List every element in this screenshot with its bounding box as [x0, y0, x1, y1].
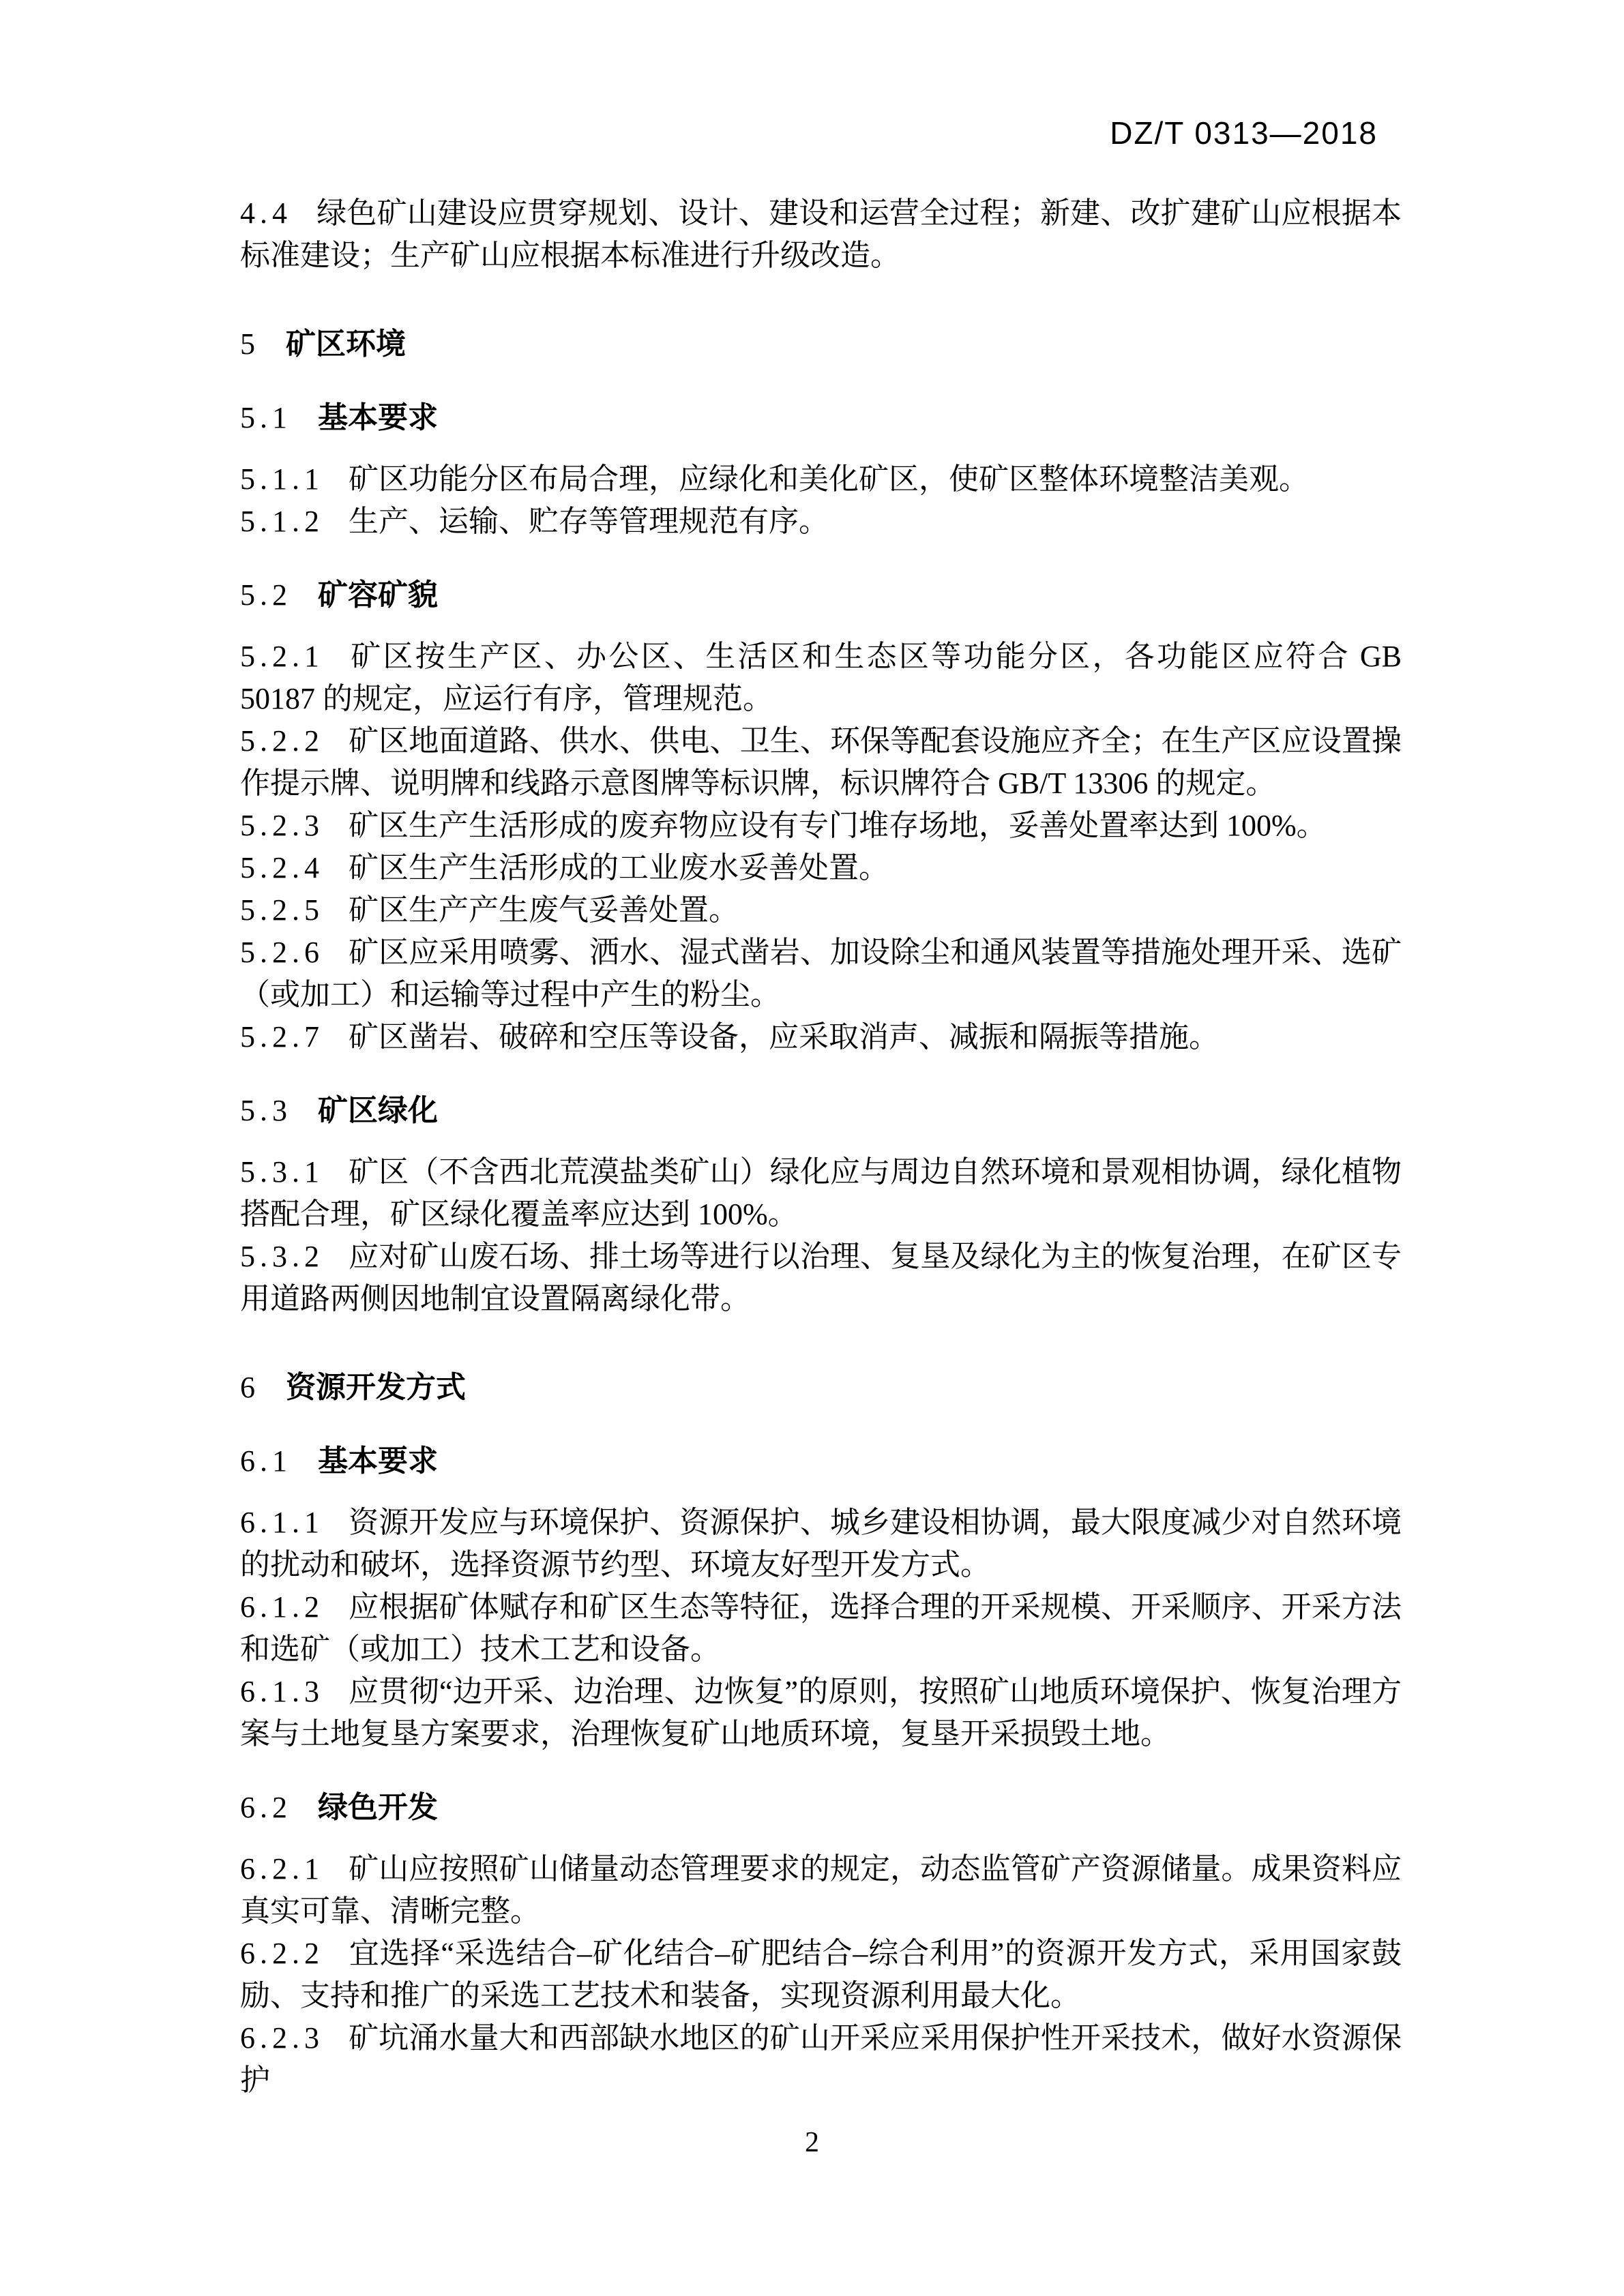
clause-number: 6.1.1 — [240, 1506, 324, 1539]
clause-text: 矿区凿岩、破碎和空压等设备，应采取消声、减振和隔振等措施。 — [349, 1020, 1219, 1054]
clause-5.2.4 — [240, 847, 1402, 889]
section-heading-6 — [240, 1367, 1402, 1409]
clause-number: 6.2.3 — [240, 2021, 324, 2055]
clause-number: 5.3.2 — [240, 1240, 324, 1273]
clause-5.1.1 — [240, 458, 1402, 501]
heading-number: 5.1 — [240, 401, 292, 434]
clause-number: 5.2.6 — [240, 936, 324, 969]
subsection-heading-6.1 — [240, 1440, 1402, 1482]
section-heading-5 — [240, 323, 1402, 366]
clause-number: 5.2.3 — [240, 809, 324, 842]
page-number: 2 — [805, 2127, 819, 2158]
heading-number: 6 — [240, 1371, 260, 1404]
standard-number-header: DZ/T 0313—2018 — [1110, 115, 1378, 151]
clause-text: 矿区应采用喷雾、洒水、湿式凿岩、加设除尘和通风装置等措施处理开采、选矿（或加工）和运输等过程中产生的粉尘。 — [240, 936, 1402, 1011]
clause-number: 6.2.1 — [240, 1852, 324, 1885]
clause-text: 矿山应按照矿山储量动态管理要求的规定，动态监管矿产资源储量。成果资料应真实可靠、清晰完整。 — [240, 1852, 1402, 1928]
clause-6.2.3 — [240, 2017, 1402, 2102]
heading-text: 矿容矿貌 — [318, 578, 438, 612]
heading-number: 5.3 — [240, 1094, 292, 1127]
heading-text: 矿区绿化 — [318, 1094, 438, 1127]
clause-text: 矿区地面道路、供水、供电、卫生、环保等配套设施应齐全；在生产区应设置操作提示牌、说明牌和线路示意图牌等标识牌，标识牌符合 GB/T 13306 的规定。 — [240, 724, 1402, 800]
clause-text: 矿区按生产区、办公区、生活区和生态区等功能分区，各功能区应符合 GB 50187 的规定，应运行有序，管理规范。 — [240, 640, 1402, 715]
clause-5.2.6 — [240, 931, 1402, 1016]
clause-number: 4.4 — [240, 196, 292, 230]
clause-number: 5.2.4 — [240, 851, 324, 884]
clause-text: 宜选择“采选结合–矿化结合–矿肥结合–综合利用”的资源开发方式，采用国家鼓励、支持和推广的采选工艺技术和装备，实现资源利用最大化。 — [240, 1937, 1402, 2012]
heading-text: 基本要求 — [318, 1444, 438, 1478]
clause-5.2.2 — [240, 720, 1402, 805]
clause-text: 矿区（不含西北荒漠盐类矿山）绿化应与周边自然环境和景观相协调，绿化植物搭配合理，矿区绿化覆盖率应达到 100%。 — [240, 1155, 1402, 1231]
clause-number: 5.2.7 — [240, 1020, 324, 1054]
clause-text: 生产、运输、贮存等管理规范有序。 — [349, 505, 829, 538]
clause-6.1.1 — [240, 1502, 1402, 1586]
heading-text: 绿色开发 — [318, 1791, 438, 1824]
clause-number: 5.1.2 — [240, 505, 324, 538]
heading-text: 基本要求 — [318, 401, 438, 434]
clause-text: 绿色矿山建设应贯穿规划、设计、建设和运营全过程；新建、改扩建矿山应根据本标准建设；生产矿山应根据本标准进行升级改造。 — [240, 196, 1402, 272]
clause-number: 5.2.5 — [240, 893, 324, 927]
clause-5.3.2 — [240, 1236, 1402, 1320]
clause-5.2.1 — [240, 636, 1402, 720]
heading-number: 6.2 — [240, 1791, 292, 1824]
clause-5.1.2 — [240, 501, 1402, 543]
clause-6.2.2 — [240, 1933, 1402, 2017]
clause-number: 5.1.1 — [240, 462, 324, 496]
clause-text: 矿区生产产生废气妥善处置。 — [349, 893, 739, 927]
clause-6.1.2 — [240, 1586, 1402, 1671]
subsection-heading-6.2 — [240, 1787, 1402, 1829]
clause-text: 应对矿山废石场、排土场等进行以治理、复垦及绿化为主的恢复治理，在矿区专用道路两侧因地制宜设置隔离绿化带。 — [240, 1240, 1402, 1315]
clause-6.2.1 — [240, 1848, 1402, 1933]
clause-text: 应贯彻“边开采、边治理、边恢复”的原则，按照矿山地质环境保护、恢复治理方案与土地复垦方案要求，治理恢复矿山地质环境，复垦开采损毁土地。 — [240, 1675, 1402, 1750]
clause-5.2.7 — [240, 1016, 1402, 1058]
subsection-heading-5.1 — [240, 397, 1402, 439]
clause-number: 6.2.2 — [240, 1937, 324, 1970]
clause-text: 应根据矿体赋存和矿区生态等特征，选择合理的开采规模、开采顺序、开采方法和选矿（或加工）技术工艺和设备。 — [240, 1590, 1402, 1666]
clause-number: 5.3.1 — [240, 1155, 324, 1189]
clause-6.1.3 — [240, 1671, 1402, 1755]
clause-4.4 — [240, 192, 1402, 277]
clause-number: 6.1.3 — [240, 1675, 324, 1708]
clause-5.2.3 — [240, 805, 1402, 847]
clause-text: 矿坑涌水量大和西部缺水地区的矿山开采应采用保护性开采技术，做好水资源保护 — [240, 2021, 1402, 2097]
clause-5.2.5 — [240, 889, 1402, 931]
clause-text: 资源开发应与环境保护、资源保护、城乡建设相协调，最大限度减少对自然环境的扰动和破坏，选择资源节约型、环境友好型开发方式。 — [240, 1506, 1402, 1581]
clause-5.3.1 — [240, 1151, 1402, 1236]
clause-text: 矿区生产生活形成的工业废水妥善处置。 — [349, 851, 889, 884]
clause-number: 5.2.2 — [240, 724, 324, 758]
clause-number: 5.2.1 — [240, 640, 324, 673]
heading-number: 5.2 — [240, 578, 292, 612]
heading-text: 资源开发方式 — [286, 1371, 466, 1404]
heading-number: 6.1 — [240, 1444, 292, 1478]
subsection-heading-5.3 — [240, 1090, 1402, 1132]
heading-text: 矿区环境 — [286, 327, 406, 361]
clause-text: 矿区功能分区布局合理，应绿化和美化矿区，使矿区整体环境整洁美观。 — [349, 462, 1309, 496]
clause-number: 6.1.2 — [240, 1590, 324, 1624]
clause-text: 矿区生产生活形成的废弃物应设有专门堆存场地，妥善处置率达到 100%。 — [349, 809, 1327, 842]
document-body — [240, 192, 1402, 2102]
heading-number: 5 — [240, 327, 260, 361]
subsection-heading-5.2 — [240, 574, 1402, 616]
